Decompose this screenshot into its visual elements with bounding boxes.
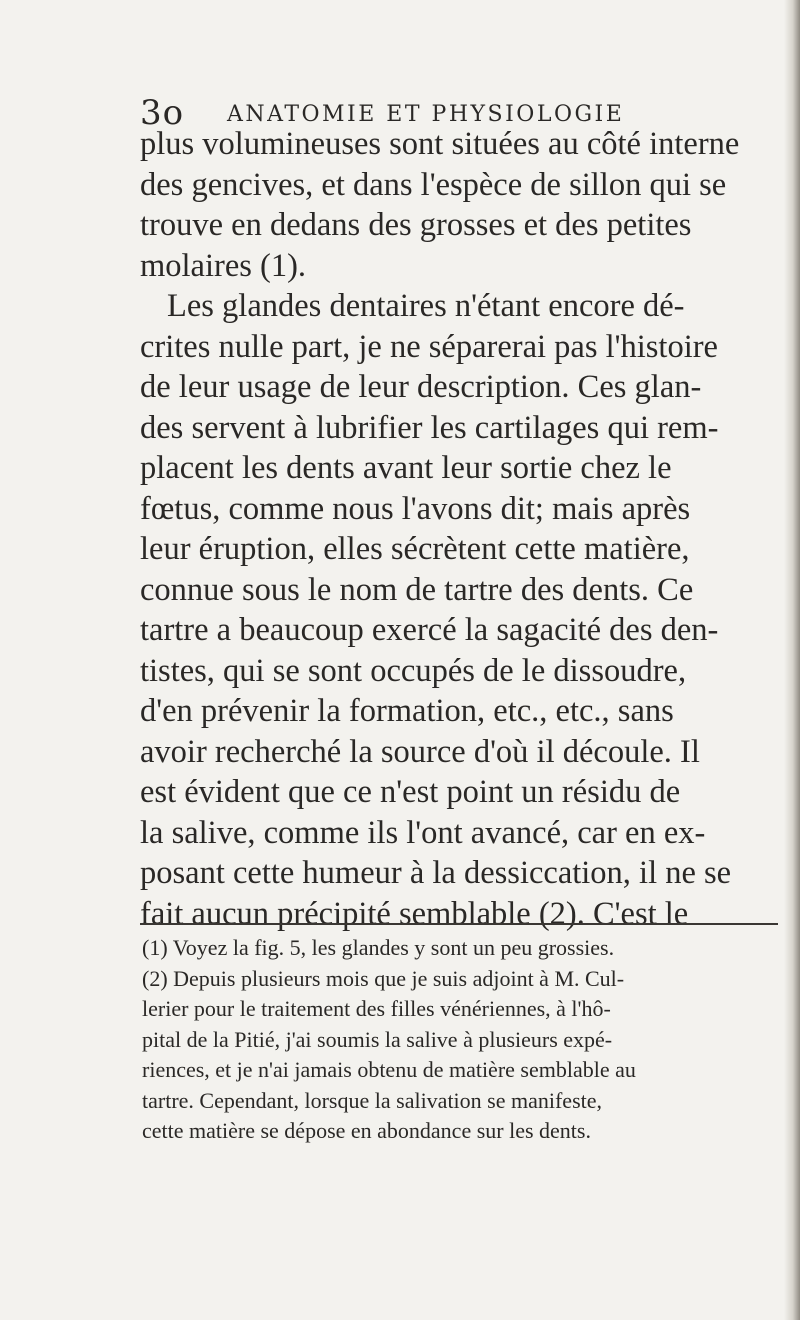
body-line: posant cette humeur à la dessiccation, il ne se <box>140 855 732 891</box>
body-line: est évident que ce n'est point un résidu de <box>140 774 681 810</box>
body-text <box>140 124 776 934</box>
body-line: molaires (1). <box>140 247 307 284</box>
footnote-line: (2) Depuis plusieurs mois que je suis adjoint à M. Cul- <box>142 965 625 991</box>
body-line: d'en prévenir la formation, etc., etc., sans <box>140 693 674 729</box>
body-line: des gencives, et dans l'espèce de sillon qui se <box>140 166 727 203</box>
page-edge-shadow <box>784 0 800 1320</box>
paragraph-start-line: Les glandes dentaires n'étant encore dé- <box>167 288 685 324</box>
body-line: trouve en dedans des grosses et des petites <box>140 207 692 243</box>
footnote-line: pital de la Pitié, j'ai soumis la salive à plusieurs expé- <box>142 1026 613 1052</box>
body-line: leur éruption, elles sécrètent cette matière, <box>140 531 690 567</box>
body-line: avoir recherché la source d'où il découle. Il <box>140 733 700 770</box>
body-line: de leur usage de leur description. Ces glan- <box>140 369 702 405</box>
body-line: fœtus, comme nous l'avons dit; mais après <box>140 490 691 527</box>
page-number: 3o <box>140 93 185 133</box>
footnote-line: lerier pour le traitement des filles vénériennes, à l'hô- <box>142 996 611 1021</box>
body-line: fait aucun précipité semblable (2). C'est le <box>140 895 689 932</box>
footnote-line: cette matière se dépose en abondance sur les dents. <box>142 1118 591 1143</box>
body-line: tistes, qui se sont occupés de le dissoudre, <box>140 652 687 689</box>
body-line: la salive, comme ils l'ont avancé, car en ex- <box>140 814 706 851</box>
footnote-line: riences, et je n'ai jamais obtenu de matière semblable au <box>142 1057 636 1082</box>
footnote-line: (1) Voyez la fig. 5, les glandes y sont un peu grossies. <box>142 935 615 960</box>
body-line: plus volumineuses sont situées au côté interne <box>140 126 740 162</box>
body-line: tartre a beaucoup exercé la sagacité des den- <box>140 612 719 648</box>
body-line: placent les dents avant leur sortie chez le <box>140 450 672 486</box>
body-line: des servent à lubrifier les cartilages qui rem- <box>140 409 719 446</box>
body-line: crites nulle part, je ne séparerai pas l'histoire <box>140 328 718 365</box>
footnote-divider <box>140 923 778 925</box>
footnotes <box>142 933 778 1147</box>
footnote-line: tartre. Cependant, lorsque la salivation se manifeste, <box>142 1087 603 1113</box>
body-line: connue sous le nom de tartre des dents. Ce <box>140 571 694 608</box>
running-head: ANATOMIE ET PHYSIOLOGIE <box>227 102 625 127</box>
